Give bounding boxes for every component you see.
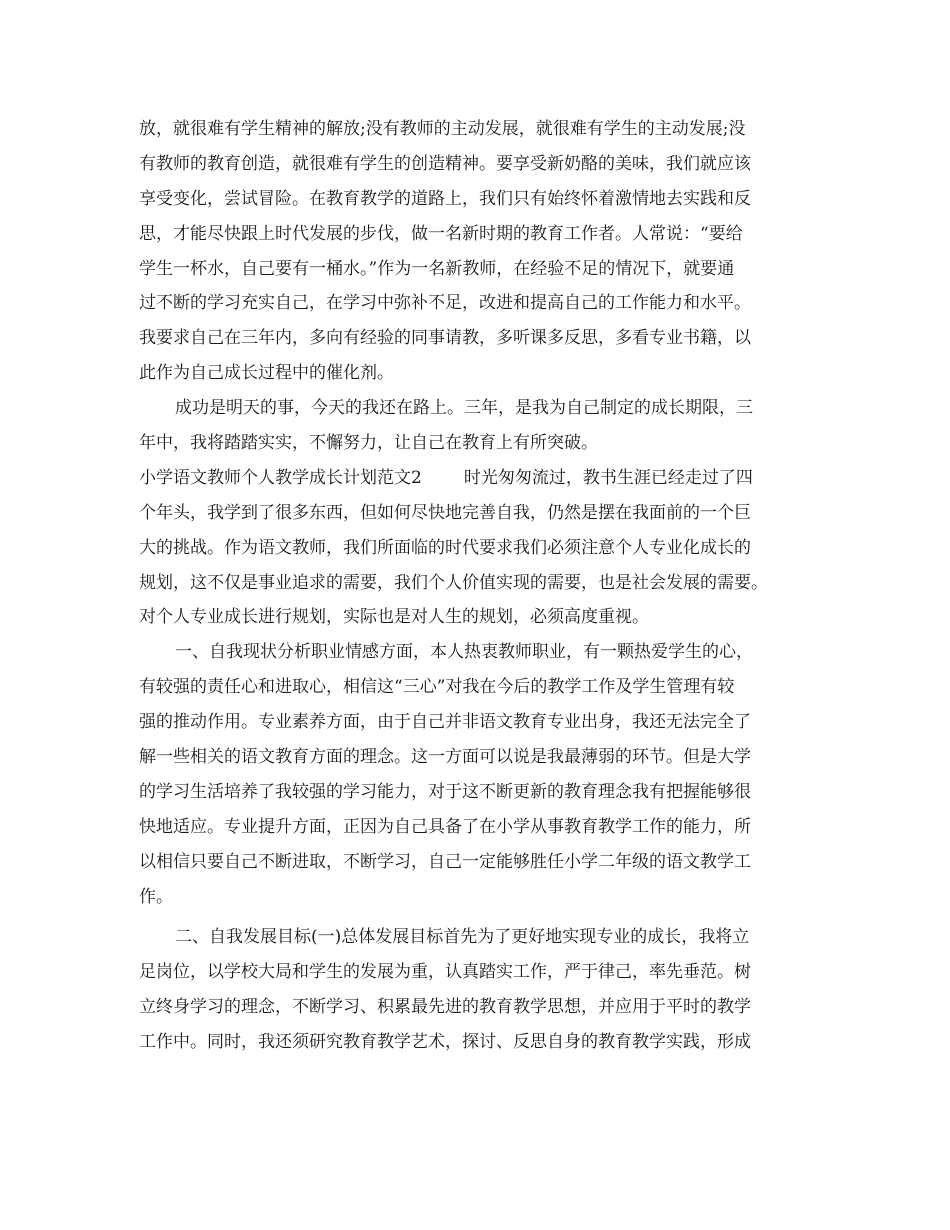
text-line: 强的推动作用。专业素养方面，由于自己并非语文教育专业出身，我还无法完全了 [139,712,751,733]
text-line: 规划，这不仅是事业追求的需要，我们个人价值实现的需要，也是社会发展的需要。 [139,572,768,593]
text-line: 年中，我将踏踏实实，不懈努力，让自己在教育上有所突破。 [139,433,598,454]
text-line: 大的挑战。作为语文教师，我们所面临的时代要求我们必须注意个人专业化成长的 [139,537,751,558]
text-line: 思，才能尽快跟上时代发展的步伐，做一名新时期的教育工作者。人常说：“要给 [139,223,743,244]
text-line: 一、自我现状分析职业情感方面，本人热衷教师职业，有一颗热爱学生的心， [175,642,753,663]
text-line: 放，就很难有学生精神的解放;没有教师的主动发展，就很难有学生的主动发展;没 [139,119,746,139]
text-line: 作。 [139,886,173,907]
paragraph-5 [139,920,829,1060]
text-line: 解一些相关的语文教育方面的理念。这一方面可以说是我最薄弱的环节。但是大学 [139,747,751,768]
document-body [139,112,829,1060]
text-line: 对个人专业成长进行规划，实际也是对人生的规划，必须高度重视。 [139,607,649,628]
paragraph-3 [139,461,829,635]
text-line: 我要求自己在三年内，多向有经验的同事请教，多听课多反思，多看专业书籍，以 [139,328,751,349]
text-line: 过不断的学习充实自己，在学习中弥补不足，改进和提高自己的工作能力和水平。 [139,293,751,314]
paragraph-2 [139,391,829,461]
text-line: 此作为自己成长过程中的催化剂。 [139,363,394,384]
text-line: 的学习生活培养了我较强的学习能力，对于这不断更新的教育理念我有把握能够很 [139,781,751,802]
text-line: 成功是明天的事，今天的我还在路上。三年，是我为自己制定的成长期限，三 [175,398,753,419]
paragraph-4 [139,635,829,914]
text-line: 学生一杯水，自己要有一桶水。”作为一名新教师，在经验不足的情况下，就要通 [139,258,735,279]
text-line: 快地适应。专业提升方面，正因为自己具备了在小学从事教育教学工作的能力，所 [139,816,751,837]
text-line: 享受变化，尝试冒险。在教育教学的道路上，我们只有始终怀着激情地去实践和反 [139,188,751,209]
text-line: 个年头，我学到了很多东西，但如何尽快地完善自我，仍然是摆在我面前的一个巨 [139,502,751,523]
text-line: 有教师的教育创造，就很难有学生的创造精神。要享受新奶酪的美味，我们就应该 [139,153,751,174]
paragraph-1 [139,112,829,391]
text-line: 有较强的责任心和进取心，相信这“三心”对我在今后的教学工作及学生管理有较 [139,677,735,698]
text-line [139,461,829,496]
text-line: 足岗位，以学校大局和学生的发展为重，认真踏实工作，严于律己，率先垂范。树 [139,962,751,983]
text-line: 以相信只要自己不断进取，不断学习，自己一定能够胜任小学二年级的语文教学工 [139,851,751,872]
text-line: 工作中。同时，我还须研究教育教学艺术，探讨、反思自身的教育教学实践，形成 [139,1032,751,1053]
section-heading: 小学语文教师个人教学成长计划范文2 [139,467,422,488]
text-line: 二、自我发展目标(一)总体发展目标首先为了更好地实现专业的成长，我将立 [175,927,750,948]
text-span: 时光匆匆流过，教书生涯已经走过了四 [463,467,753,488]
text-line: 立终身学习的理念，不断学习、积累最先进的教育教学思想，并应用于平时的教学 [139,997,751,1018]
